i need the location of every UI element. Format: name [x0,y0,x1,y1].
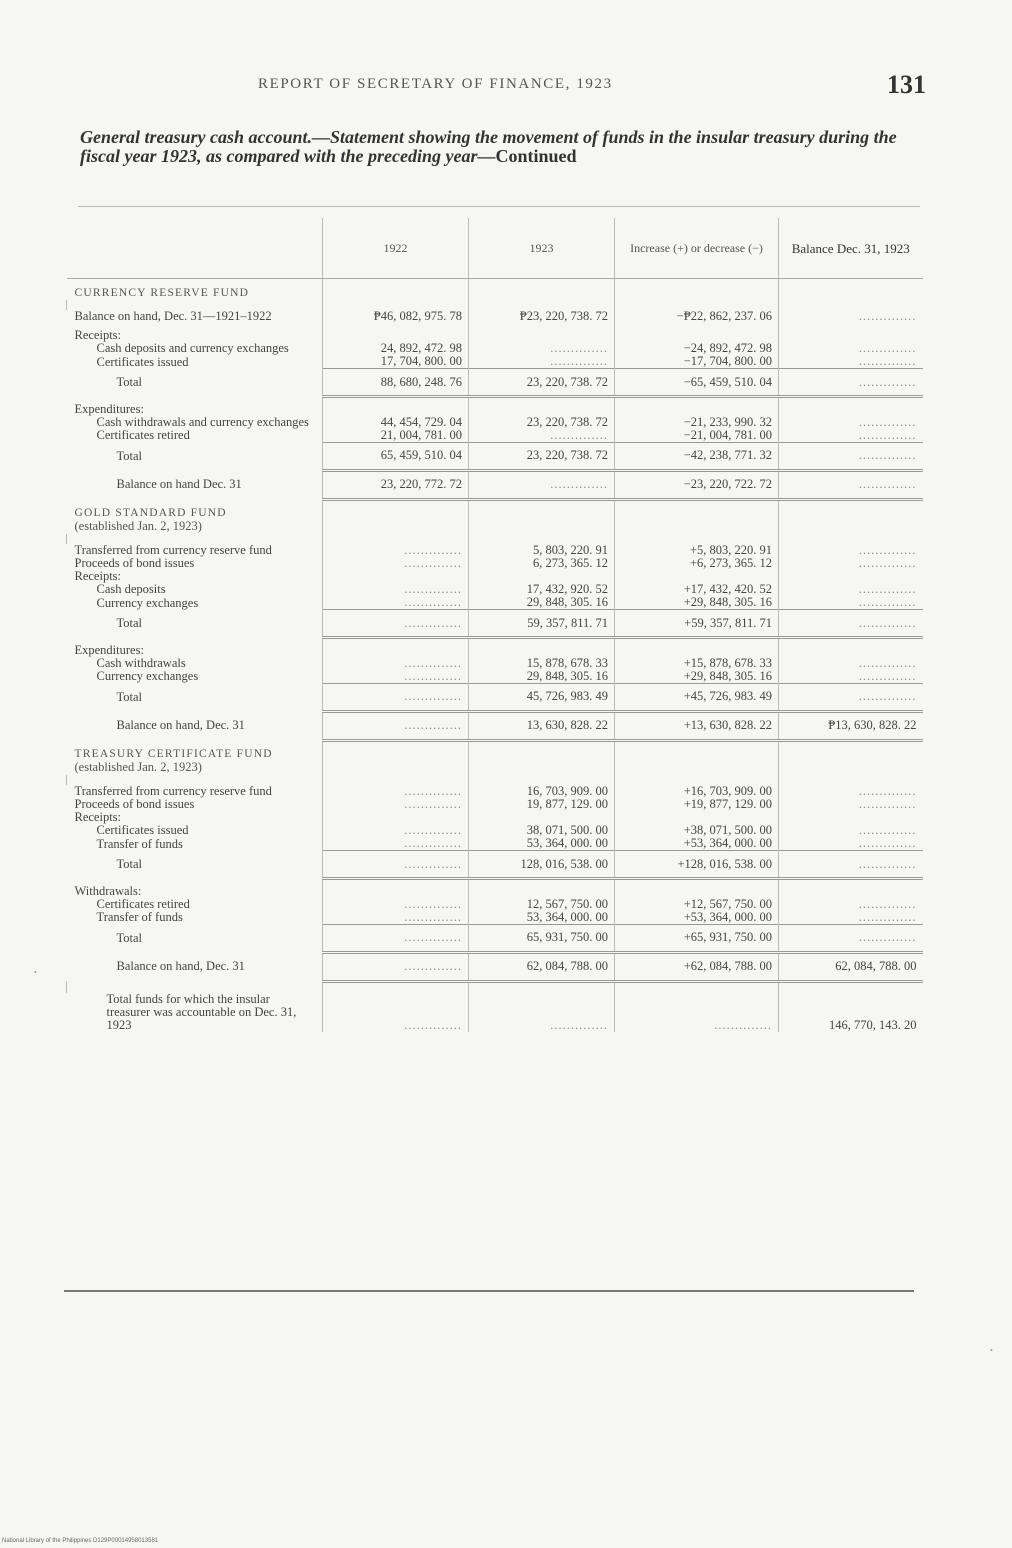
header-1923: 1923 [469,218,615,279]
row-label: Proceeds of bond issues [74,556,195,570]
cell-1923: 23, 220, 738. 72 [469,442,615,470]
cell-1922: 21, 004, 781. 00 [323,429,469,443]
cell-change: +17, 432, 420. 52 [615,583,779,596]
table-row [67,355,923,369]
page-number: 131 [887,70,926,99]
total-row [67,924,923,952]
cell-change: +12, 567, 750. 00 [615,898,779,911]
cell-change: +13, 630, 828. 22 [615,711,779,740]
scan-imprint: National Library of the Philippines D129P00014958013581 [2,1538,159,1544]
cell-balance-empty: .............. [779,442,923,470]
cell-balance-empty: .............. [779,610,923,638]
section-heading: TREASURY CERTIFICATE FUND [74,748,273,760]
cell-1923-empty: .............. [469,993,615,1032]
cell-change: +45, 726, 983. 49 [615,683,779,711]
row-label: Total [116,857,143,871]
row-label: Certificates issued [96,354,189,369]
row-label: Transferred from currency reserve fund [74,784,272,798]
cell-1923: 45, 726, 983. 49 [469,683,615,711]
table-row [67,824,923,837]
cell-balance-empty: .............. [779,470,923,499]
header-row [67,218,923,279]
cell-1922: 88, 680, 248. 76 [323,369,469,397]
cell-1922-empty: .............. [323,683,469,711]
section-heading: CURRENCY RESERVE FUND [74,287,250,299]
table-row [67,911,923,925]
cell-change: +5, 803, 220. 91 [615,544,779,557]
cell-1922-empty: .............. [323,824,469,837]
cell-balance-empty: .............. [779,683,923,711]
cell-change: +19, 877, 129. 00 [615,798,779,811]
cell-balance-empty: .............. [779,310,923,323]
table-row [67,638,923,657]
caption-continued: Continued [495,146,577,166]
row-label: Receipts: [74,328,122,342]
row-label: Balance on hand, Dec. 31 [116,959,245,973]
table-row [67,323,923,342]
row-label: Certificates issued [96,823,189,837]
cell-balance-empty: .............. [779,670,923,684]
cell-change: +65, 931, 750. 00 [615,924,779,952]
cell-1922: 65, 459, 510. 04 [323,442,469,470]
cell-change: −23, 220, 722. 72 [615,470,779,499]
cell-change: −42, 238, 771. 32 [615,442,779,470]
cell-1922-empty: .............. [323,544,469,557]
cell-change: +29, 848, 305. 16 [615,596,779,610]
table-row [67,310,923,323]
cell-1923: 29, 848, 305. 16 [469,670,615,684]
row-label: Total [116,616,143,630]
table-row [67,342,923,355]
row-label: Certificates retired [96,896,190,911]
cell-1923: 38, 071, 500. 00 [469,824,615,837]
cell-change: +128, 016, 538. 00 [615,851,779,879]
cell-balance-empty: .............. [779,416,923,429]
cell-1923: 62, 084, 788. 00 [469,952,615,981]
cell-change: −17, 704, 800. 00 [615,355,779,369]
table-row [67,583,923,596]
row-label: Transferred from currency reserve fund [74,543,272,557]
cell-balance-empty: .............. [779,657,923,670]
row-label: Transfer of funds [96,836,183,851]
total-row [67,442,923,470]
section-heading-row [67,499,923,534]
section-subheading: (established Jan. 2, 1923) [74,760,202,774]
cell-1922-empty: .............. [323,557,469,570]
cell-1922-empty: .............. [323,911,469,925]
bottom-rule [64,1290,914,1292]
cell-balance-empty: .............. [779,798,923,811]
cell-1923: 29, 848, 305. 16 [469,596,615,610]
cell-change: +59, 357, 811. 71 [615,610,779,638]
row-label: Cash deposits [96,582,166,596]
table-row [67,596,923,610]
cell-1923: 17, 432, 920. 52 [469,583,615,596]
cell-1923: 23, 220, 738. 72 [469,369,615,397]
cell-1922: ₱46, 082, 975. 78 [323,310,469,323]
table-row [67,785,923,798]
cell-1922-empty: .............. [323,952,469,981]
row-label: Total funds for which the insular treasurer was accountable on Dec. 31, 1923 [106,991,297,1032]
cell-balance-empty: .............. [779,851,923,879]
cell-balance-empty: .............. [779,924,923,952]
row-label: Cash withdrawals [96,655,186,670]
cell-1923: 16, 703, 909. 00 [469,785,615,798]
row-label: Total [116,448,143,463]
header-1922: 1922 [323,218,469,279]
cell-1923: 12, 567, 750. 00 [469,898,615,911]
cell-balance-empty: .............. [779,837,923,851]
cell-1923: 5, 803, 220. 91 [469,544,615,557]
row-label: Total [116,689,143,704]
cell-change: +6, 273, 365. 12 [615,557,779,570]
total-row [67,610,923,638]
row-label: Cash deposits and currency exchanges [96,341,289,355]
cell-change: −21, 233, 990. 32 [615,416,779,429]
cell-1922-empty: .............. [323,596,469,610]
row-label: Certificates retired [96,428,190,442]
cell-balance-empty: .............. [779,596,923,610]
balance-row [67,470,923,499]
cell-change: +38, 071, 500. 00 [615,824,779,837]
cell-change-empty: .............. [615,993,779,1032]
cell-1922: 44, 454, 729. 04 [323,416,469,429]
table-row [67,898,923,911]
header-change: Increase (+) or decrease (−) [615,218,779,279]
row-label: Total [116,930,143,945]
cell-change: −65, 459, 510. 04 [615,369,779,397]
cell-balance-empty: .............. [779,342,923,355]
cell-1923-empty: .............. [469,342,615,355]
cell-change: −₱22, 862, 237. 06 [615,310,779,323]
cell-change: +53, 364, 000. 00 [615,837,779,851]
treasury-cash-table [66,218,923,1032]
cell-1922-empty: .............. [323,837,469,851]
header-label-cell [67,218,323,279]
cell-balance-empty: .............. [779,544,923,557]
total-row [67,369,923,397]
running-head-title: REPORT OF SECRETARY OF FINANCE, 1923 [258,76,613,92]
table-row [67,429,923,443]
row-label: Total [116,375,143,389]
cell-1923: 15, 878, 678. 33 [469,657,615,670]
cell-1923: 53, 364, 000. 00 [469,911,615,925]
cell-1922-empty: .............. [323,924,469,952]
header-balance: Balance Dec. 31, 1923 [779,218,923,279]
cell-1922-empty: .............. [323,993,469,1032]
row-label: Receipts: [74,569,122,583]
table-row [67,544,923,557]
total-row [67,851,923,879]
grand-total-row [67,993,923,1032]
cell-change: +62, 084, 788. 00 [615,952,779,981]
caption-text: General treasury cash account.—Statement showing the movement of funds in the insular treasury during the fiscal year 1923, as compared with the preceding year— [80,127,897,166]
cell-change: +16, 703, 909. 00 [615,785,779,798]
cell-1922-empty: .............. [323,610,469,638]
cell-1922-empty: .............. [323,670,469,684]
table-row [67,811,923,824]
row-label: Balance on hand Dec. 31 [116,477,242,491]
cell-balance-empty: .............. [779,355,923,369]
scan-speck: • [34,968,37,977]
cell-1922-empty: .............. [323,851,469,879]
table-row [67,657,923,670]
table-caption [80,128,930,166]
cell-1922-empty: .............. [323,583,469,596]
row-label: Expenditures: [74,642,144,657]
row-label: Currency exchanges [96,669,199,683]
cell-1922-empty: .............. [323,711,469,740]
cell-1923-empty: .............. [469,470,615,499]
cell-1923: 23, 220, 738. 72 [469,416,615,429]
cell-1922: 24, 892, 472. 98 [323,342,469,355]
balance-row [67,711,923,740]
cell-1923: 19, 877, 129. 00 [469,798,615,811]
cell-1923-empty: .............. [469,355,615,369]
table-row [67,837,923,851]
section-heading-row [67,279,923,301]
table-row [67,670,923,684]
cell-balance-empty: .............. [779,557,923,570]
cell-change: +53, 364, 000. 00 [615,911,779,925]
balance-row [67,952,923,981]
cell-balance-empty: .............. [779,824,923,837]
cell-1923: 6, 273, 365. 12 [469,557,615,570]
section-heading-row [67,740,923,775]
cell-1922-empty: .............. [323,798,469,811]
cell-1923: 65, 931, 750. 00 [469,924,615,952]
table-row [67,798,923,811]
row-label: Currency exchanges [96,595,199,610]
cell-balance-empty: .............. [779,911,923,925]
cell-1922-empty: .............. [323,898,469,911]
cell-1923: 59, 357, 811. 71 [469,610,615,638]
cell-balance: ₱13, 630, 828. 22 [779,711,923,740]
section-heading: GOLD STANDARD FUND [74,507,227,519]
total-row [67,683,923,711]
table-row [67,879,923,898]
cell-1923: ₱23, 220, 738. 72 [469,310,615,323]
row-label: Proceeds of bond issues [74,797,195,811]
cell-1923: 128, 016, 538. 00 [469,851,615,879]
row-label: Withdrawals: [74,883,142,898]
row-label: Transfer of funds [96,910,183,924]
table-row [67,570,923,583]
cell-1922: 17, 704, 800. 00 [323,355,469,369]
cell-balance-empty: .............. [779,583,923,596]
cell-change: +29, 848, 305. 16 [615,670,779,684]
cell-change: −21, 004, 781. 00 [615,429,779,443]
running-head [60,70,930,104]
cell-1922: 23, 220, 772. 72 [323,470,469,499]
row-label: Expenditures: [74,401,144,416]
table-row [67,397,923,416]
row-label: Receipts: [74,810,122,824]
cell-balance-empty: .............. [779,429,923,443]
table-row [67,416,923,429]
cell-1923-empty: .............. [469,429,615,443]
cell-1923: 13, 630, 828. 22 [469,711,615,740]
cell-1922-empty: .............. [323,785,469,798]
cell-1923: 53, 364, 000. 00 [469,837,615,851]
cell-balance: 146, 770, 143. 20 [779,993,923,1032]
cell-balance-empty: .............. [779,785,923,798]
top-rule [78,206,920,207]
table-row [67,557,923,570]
row-label: Balance on hand, Dec. 31 [116,718,245,732]
cell-balance-empty: .............. [779,369,923,397]
section-subheading: (established Jan. 2, 1923) [74,519,202,533]
cell-change: +15, 878, 678. 33 [615,657,779,670]
cell-change: −24, 892, 472. 98 [615,342,779,355]
row-label: Cash withdrawals and currency exchanges [96,414,309,429]
cell-balance-empty: .............. [779,898,923,911]
cell-1922-empty: .............. [323,657,469,670]
scan-speck: • [990,1346,993,1355]
row-label: Balance on hand, Dec. 31—1921–1922 [74,309,272,323]
cell-balance: 62, 084, 788. 00 [779,952,923,981]
